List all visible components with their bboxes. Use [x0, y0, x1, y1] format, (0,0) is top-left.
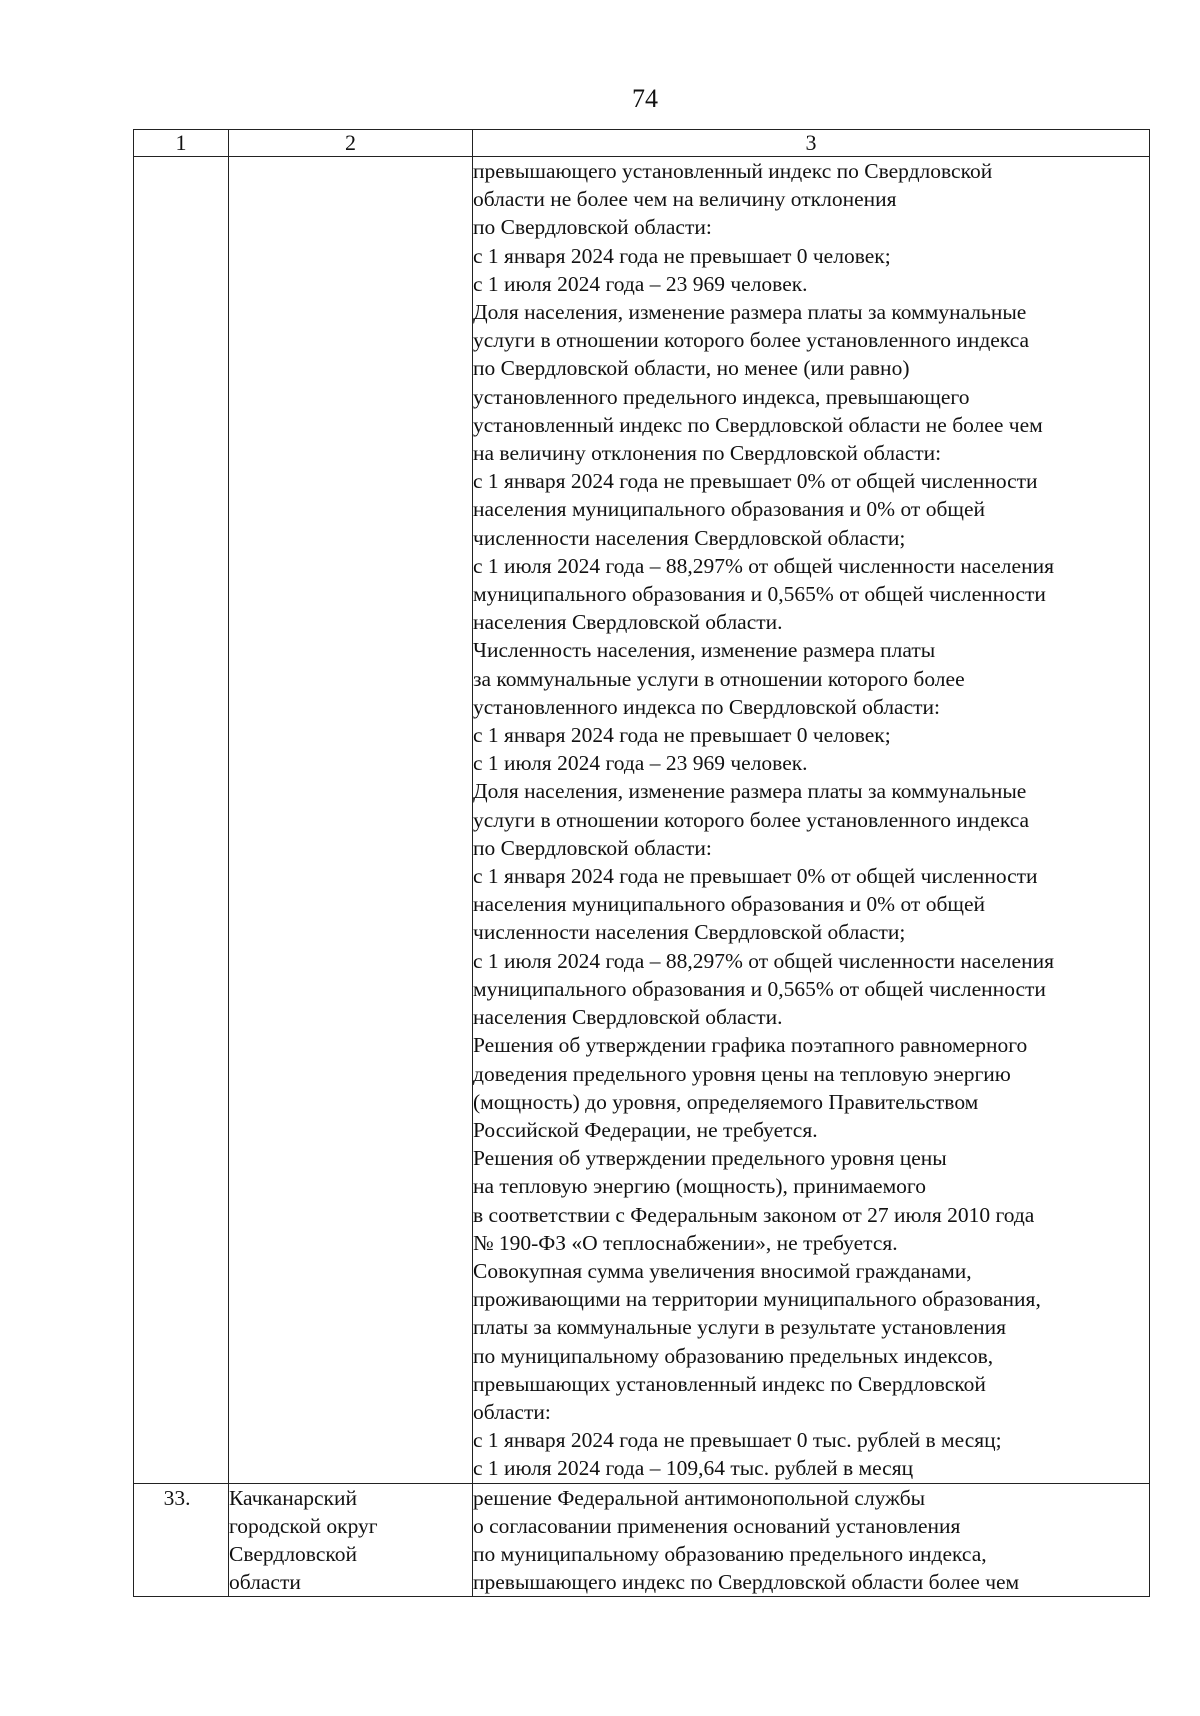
text-line: городской округ: [229, 1513, 378, 1538]
text-line: численности населения Свердловской области;: [473, 920, 906, 945]
text-line: населения Свердловской области.: [473, 610, 783, 635]
text-line: Свердловской: [229, 1541, 357, 1566]
text-line: Российской Федерации, не требуется.: [473, 1117, 818, 1142]
text-line: установленный индекс по Свердловской области не более чем: [473, 412, 1043, 437]
text-line: области не более чем на величину отклонения: [473, 187, 897, 212]
table-row-33: [134, 1483, 1150, 1597]
header-row: [134, 130, 1150, 157]
text-line: Совокупная сумма увеличения вносимой гражданами,: [473, 1258, 972, 1283]
text-line: Решения об утверждении предельного уровня цены: [473, 1146, 947, 1171]
text-line: доведения предельного уровня цены на тепловую энергию: [473, 1061, 1011, 1086]
description-cell: [473, 1483, 1150, 1597]
text-line: муниципального образования и 0,565% от общей численности: [473, 582, 1046, 607]
text-line: с 1 января 2024 года не превышает 0% от общей численности: [473, 469, 1038, 494]
text-line: на тепловую энергию (мощность), принимаемого: [473, 1174, 926, 1199]
text-line: установленного индекса по Свердловской области:: [473, 694, 941, 719]
text-line: муниципального образования и 0,565% от общей численности: [473, 976, 1046, 1001]
text-line: численности населения Свердловской области;: [473, 525, 906, 550]
text-line: Численность населения, изменение размера платы: [473, 638, 936, 663]
column-header-1: 1: [134, 130, 229, 157]
municipality-cell: [229, 157, 473, 1484]
text-line: в соответствии с Федеральным законом от 27 июля 2010 года: [473, 1202, 1035, 1227]
text-line: № 190-ФЗ «О теплоснабжении», не требуется.: [473, 1230, 898, 1255]
text-line: на величину отклонения по Свердловской области:: [473, 441, 942, 466]
text-line: с 1 июля 2024 года – 109,64 тыс. рублей в месяц: [473, 1456, 914, 1481]
text-line: с 1 января 2024 года не превышает 0 человек;: [473, 243, 891, 268]
text-line: с 1 января 2024 года не превышает 0% от общей численности: [473, 864, 1038, 889]
text-line: Решения об утверждении графика поэтапного равномерного: [473, 1033, 1028, 1058]
text-line: с 1 июля 2024 года – 88,297% от общей численности населения: [473, 553, 1054, 578]
text-line: услуги в отношении которого более установленного индекса: [473, 807, 1030, 832]
text-line: о согласовании применения оснований установления: [473, 1513, 961, 1538]
text-line: Качканарский: [229, 1485, 358, 1510]
text-line: по муниципальному образованию предельного индекса,: [473, 1541, 987, 1566]
text-line: проживающими на территории муниципального образования,: [473, 1287, 1041, 1312]
text-line: с 1 января 2024 года не превышает 0 тыс. рублей в месяц;: [473, 1428, 1002, 1453]
text-line: по Свердловской области, но менее (или равно): [473, 356, 910, 381]
text-line: населения Свердловской области.: [473, 1005, 783, 1030]
text-line: области: [229, 1570, 301, 1595]
text-line: с 1 июля 2024 года – 23 969 человек.: [473, 271, 808, 296]
municipality-cell: [229, 1483, 473, 1597]
text-line: превышающего установленный индекс по Свердловской: [473, 159, 993, 183]
table-row-continued: [134, 157, 1150, 1484]
text-line: с 1 июля 2024 года – 23 969 человек.: [473, 751, 808, 776]
column-header-2: 2: [229, 130, 473, 157]
text-line: по муниципальному образованию предельных индексов,: [473, 1343, 994, 1368]
text-line: платы за коммунальные услуги в результате установления: [473, 1315, 1007, 1340]
description-cell: [473, 157, 1150, 1484]
text-line: установленного предельного индекса, превышающего: [473, 384, 970, 409]
row-number-cell: 33.: [134, 1483, 229, 1597]
text-line: решение Федеральной антимонопольной службы: [473, 1485, 926, 1510]
text-line: с 1 января 2024 года не превышает 0 человек;: [473, 723, 891, 748]
text-line: услуги в отношении которого более установленного индекса: [473, 328, 1030, 353]
text-line: области:: [473, 1399, 551, 1424]
tariff-index-table: [133, 129, 1150, 1597]
row-number-cell: [134, 157, 229, 1484]
text-line: по Свердловской области:: [473, 835, 712, 860]
text-line: населения муниципального образования и 0% от общей: [473, 892, 985, 917]
text-line: превышающих установленный индекс по Свердловской: [473, 1371, 986, 1396]
text-line: превышающего индекс по Свердловской области более чем: [473, 1570, 1020, 1595]
text-line: Доля населения, изменение размера платы за коммунальные: [473, 300, 1027, 325]
page-number: 74: [632, 84, 658, 113]
column-header-3: 3: [473, 130, 1150, 157]
text-line: с 1 июля 2024 года – 88,297% от общей численности населения: [473, 948, 1054, 973]
text-line: Доля населения, изменение размера платы за коммунальные: [473, 779, 1027, 804]
text-line: за коммунальные услуги в отношении которого более: [473, 666, 965, 691]
text-line: по Свердловской области:: [473, 215, 712, 240]
text-line: (мощность) до уровня, определяемого Правительством: [473, 1089, 979, 1114]
text-line: населения муниципального образования и 0% от общей: [473, 497, 985, 522]
